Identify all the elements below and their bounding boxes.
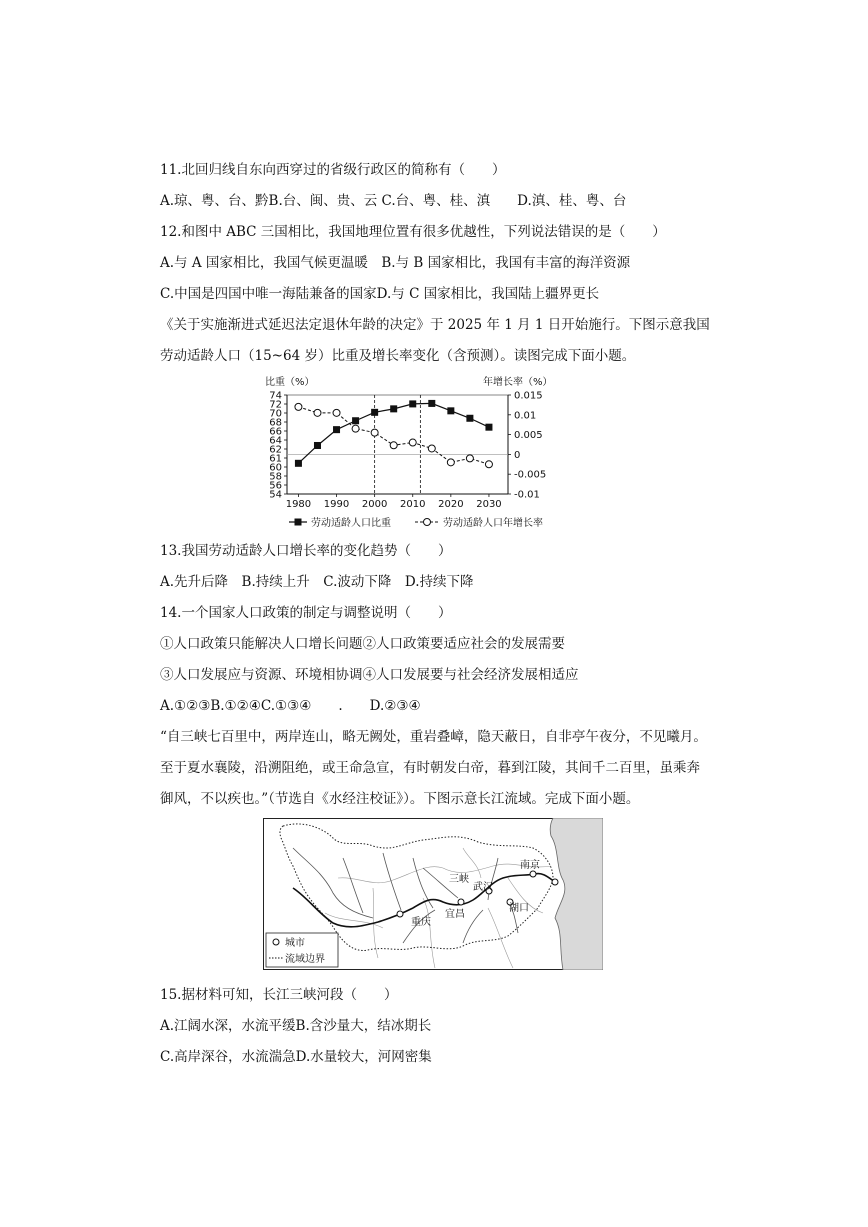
q15-stem: 15.据材料可知，长江三峡河段（ ） <box>160 987 398 1003</box>
yangtze-map-svg <box>263 818 603 970</box>
growth-point <box>390 442 397 449</box>
growth-point <box>447 459 454 466</box>
legend-share-marker <box>295 519 302 526</box>
city-marker-chongqing <box>397 911 403 917</box>
share-point <box>371 409 378 416</box>
right-tick-label: 0 <box>514 449 521 461</box>
left-tick-label: 61 <box>269 453 282 465</box>
label-hukou: 湖口 <box>509 903 529 914</box>
x-tick-label: 1990 <box>323 499 350 510</box>
label-yichang: 宜昌 <box>445 909 465 920</box>
share-point <box>314 442 321 449</box>
q11-options: A.琼、粤、台、黔B.台、闽、贵、云 C.台、粤、桂、滇 D.滇、桂、粤、台 <box>160 193 627 209</box>
growth-point <box>485 461 492 468</box>
legend-share-label: 劳动适龄人口比重 <box>311 518 391 529</box>
right-tick-label: 0.01 <box>514 410 537 422</box>
left-tick-label: 70 <box>269 408 282 420</box>
legend-growth-marker <box>424 519 431 526</box>
city-marker-nanjing <box>530 871 536 877</box>
label-nanjing: 南京 <box>520 860 540 871</box>
material-yangtze-line1: “自三峡七百里中，两岸连山，略无阙处，重岩叠嶂，隐天蔽日，自非亭午夜分，不见曦月。 <box>160 729 707 745</box>
label-sanxia: 三峡 <box>449 874 469 885</box>
material-population-line1: 《关于实施渐进式延迟法定退休年龄的决定》于 2025 年 1 月 1 日开始施行。下图示意我国 <box>160 317 710 333</box>
q13-options: A.先升后降 B.持续上升 C.波动下降 D.持续下降 <box>160 574 474 590</box>
left-tick-label: 68 <box>269 417 282 429</box>
share-point <box>352 417 359 424</box>
legend-growth-label: 劳动适龄人口年增长率 <box>443 518 543 529</box>
share-point <box>295 460 302 467</box>
left-tick-label: 74 <box>269 390 282 402</box>
q12-options-line2: C.中国是四国中唯一海陆兼备的国家D.与 C 国家相比，我国陆上疆界更长 <box>160 286 600 302</box>
city-marker-yichang <box>458 899 464 905</box>
right-tick-label: -0.005 <box>514 469 547 481</box>
q13-stem: 13.我国劳动适龄人口增长率的变化趋势（ ） <box>160 543 452 559</box>
material-population-line2: 劳动适龄人口（15~64 岁）比重及增长率变化（含预测）。读图完成下面小题。 <box>160 348 636 364</box>
q12-stem: 12.和图中 ABC 三国相比，我国地理位置有很多优越性，下列说法错误的是（ ） <box>160 224 666 240</box>
growth-point <box>295 403 302 410</box>
right-tick-label: 0.005 <box>514 430 543 442</box>
left-tick-label: 66 <box>269 426 282 438</box>
q14-statements1: ①人口政策只能解决人口增长问题②人口政策要适应社会的发展需要 <box>160 636 565 652</box>
x-tick-label: 2010 <box>400 499 426 510</box>
growth-point <box>428 445 435 452</box>
legend-city-icon <box>273 939 279 945</box>
share-point <box>390 405 397 412</box>
legend-boundary-label: 流域边界 <box>285 954 325 965</box>
left-tick-label: 62 <box>269 444 282 456</box>
population-chart <box>255 374 585 534</box>
growth-point <box>352 425 359 432</box>
share-point <box>447 407 454 414</box>
share-point <box>333 426 340 433</box>
q14-statements2: ③人口发展应与资源、环境相协调④人口发展要与社会经济发展相适应 <box>160 667 579 683</box>
x-tick-label: 2030 <box>476 499 502 510</box>
label-chongqing: 重庆 <box>411 917 431 928</box>
q14-options: A.①②③B.①②④C.①③④ . D.②③④ <box>160 698 421 714</box>
q15-options-line2: C.高岸深谷，水流湍急D.水量较大，河网密集 <box>160 1049 432 1065</box>
growth-point <box>409 439 416 446</box>
share-point <box>485 424 492 431</box>
left-axis-title: 比重（%） <box>265 377 315 388</box>
share-point <box>428 400 435 407</box>
x-tick-label: 2000 <box>361 499 388 510</box>
growth-point <box>466 455 473 462</box>
x-tick-label: 2020 <box>438 499 464 510</box>
material-yangtze-line2: 至于夏水襄陵，沿溯阻绝，或王命急宣，有时朝发白帝，暮到江陵，其间千二百里，虽乘奔 <box>160 760 700 776</box>
population-chart-svg <box>255 374 585 534</box>
left-tick-label: 56 <box>269 480 282 492</box>
city-marker-shanghai <box>552 879 558 885</box>
q15-options-line1: A.江阔水深，水流平缓B.含沙量大，结冰期长 <box>160 1018 432 1034</box>
q14-stem: 14.一个国家人口政策的制定与调整说明（ ） <box>160 605 452 621</box>
growth-point <box>314 409 321 416</box>
series-growth-line <box>298 407 489 464</box>
right-tick-label: 0.015 <box>514 390 543 402</box>
share-point <box>409 400 416 407</box>
q12-options-line1: A.与 A 国家相比，我国气候更温暖 B.与 B 国家相比，我国有丰富的海洋资源 <box>160 255 631 271</box>
yangtze-map <box>263 818 603 970</box>
material-yangtze-line3: 御风，不以疾也。”（节选自《水经注校证》）。下图示意长江流域。完成下面小题。 <box>160 791 640 807</box>
growth-point <box>333 409 340 416</box>
left-tick-label: 60 <box>269 462 282 474</box>
growth-point <box>371 429 378 436</box>
left-tick-label: 54 <box>269 489 282 501</box>
label-wuhan: 武汉 <box>473 882 493 893</box>
q11-stem: 11.北回归线自东向西穿过的省级行政区的简称有（ ） <box>160 162 506 178</box>
share-point <box>466 415 473 422</box>
legend-city-label: 城市 <box>285 938 305 949</box>
right-tick-label: -0.01 <box>514 489 540 501</box>
left-tick-label: 72 <box>269 399 282 411</box>
left-tick-label: 64 <box>269 435 282 447</box>
x-tick-label: 1980 <box>285 499 312 510</box>
right-axis-title: 年增长率（%） <box>483 377 553 388</box>
left-tick-label: 58 <box>269 471 282 483</box>
